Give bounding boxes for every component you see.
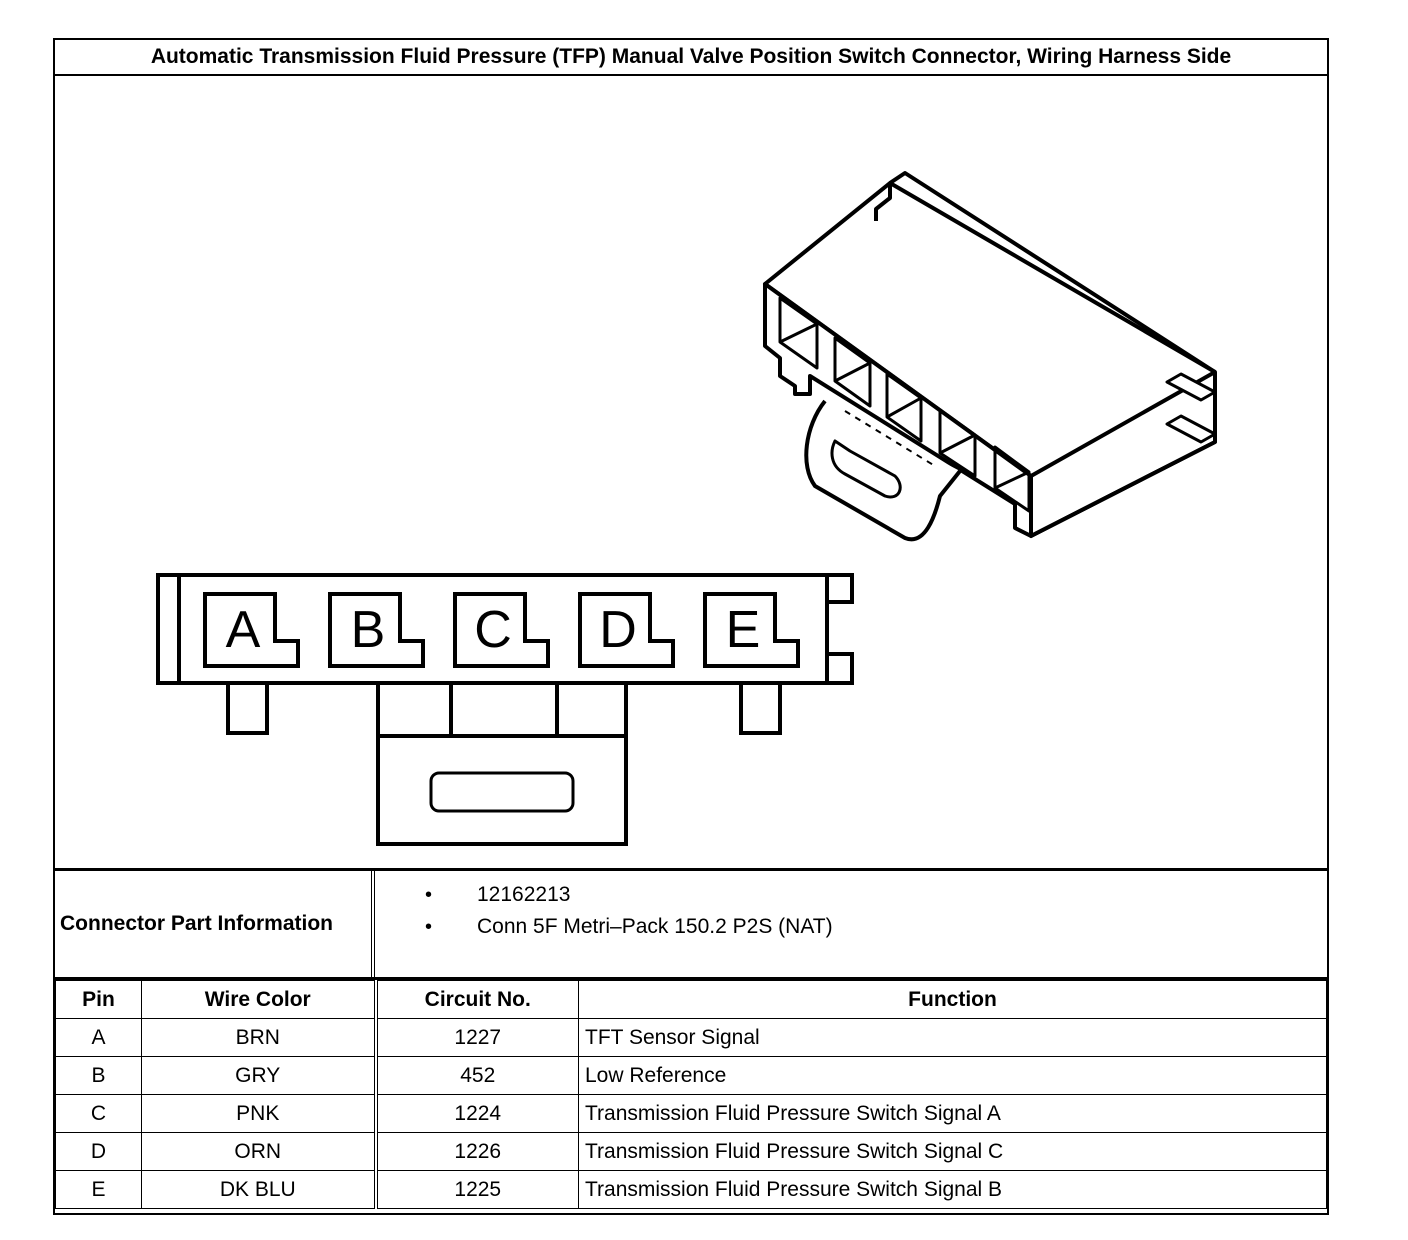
wire-color-cell: DK BLU	[142, 1171, 376, 1209]
function-cell: Transmission Fluid Pressure Switch Signal A	[579, 1095, 1327, 1133]
function-cell: TFT Sensor Signal	[579, 1019, 1327, 1057]
pin-cell: C	[56, 1095, 142, 1133]
pin-cell: A	[56, 1019, 142, 1057]
wire-color-cell: ORN	[142, 1133, 376, 1171]
document-title: Automatic Transmission Fluid Pressure (TFP) Manual Valve Position Switch Connector, Wiring Harness Side	[55, 40, 1327, 76]
wire-color-cell: GRY	[142, 1057, 376, 1095]
pin-cell: E	[56, 1171, 142, 1209]
circuit-cell: 1227	[376, 1019, 579, 1057]
cavity-label-c: C	[474, 601, 512, 659]
cavity-label-a: A	[225, 601, 261, 659]
circuit-cell: 1225	[376, 1171, 579, 1209]
function-cell: Low Reference	[579, 1057, 1327, 1095]
pin-cell: D	[56, 1133, 142, 1171]
header-function: Function	[579, 981, 1327, 1019]
cavity-label-b: B	[350, 601, 386, 659]
header-pin: Pin	[56, 981, 142, 1019]
table-row	[56, 1057, 1327, 1095]
pin-cell: B	[56, 1057, 142, 1095]
header-wire-color: Wire Color	[142, 981, 376, 1019]
circuit-cell: 1224	[376, 1095, 579, 1133]
function-cell: Transmission Fluid Pressure Switch Signal C	[579, 1133, 1327, 1171]
connector-drawing	[55, 76, 1327, 868]
connector-3d-view	[765, 173, 1215, 539]
connector-part-info	[55, 868, 1327, 980]
header-circuit: Circuit No.	[376, 981, 579, 1019]
connector-illustration	[55, 76, 1327, 868]
connector-document	[53, 38, 1329, 1215]
part-info-list	[425, 879, 833, 943]
circuit-cell: 1226	[376, 1133, 579, 1171]
function-cell: Transmission Fluid Pressure Switch Signal B	[579, 1171, 1327, 1209]
wire-color-cell: PNK	[142, 1095, 376, 1133]
table-row	[56, 1171, 1327, 1209]
part-number: • 12162213	[425, 879, 833, 911]
table-row	[56, 1133, 1327, 1171]
cavity-label-d: D	[599, 601, 637, 659]
table-row	[56, 1019, 1327, 1057]
part-info-label: Connector Part Information	[55, 871, 375, 977]
connector-description: • Conn 5F Metri–Pack 150.2 P2S (NAT)	[425, 911, 833, 943]
cavity-label-e: E	[725, 601, 761, 659]
wire-color-cell: BRN	[142, 1019, 376, 1057]
pin-table-header	[56, 981, 1327, 1019]
pin-table	[55, 980, 1327, 1209]
circuit-cell: 452	[376, 1057, 579, 1095]
table-row	[56, 1095, 1327, 1133]
